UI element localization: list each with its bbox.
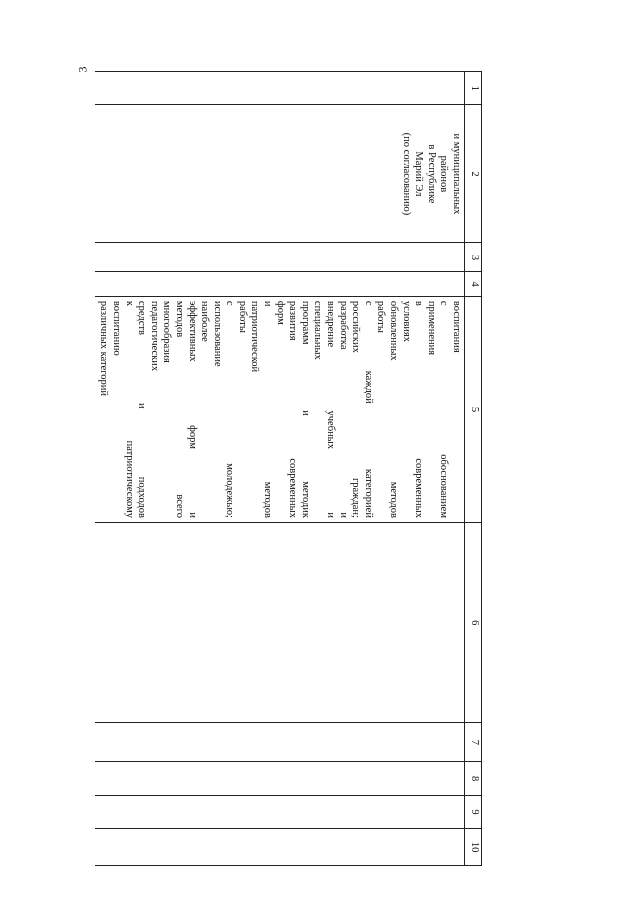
description-line: различных категорий xyxy=(98,300,110,397)
description-line: многообразия xyxy=(161,300,173,363)
description-line: эффективных форм и xyxy=(186,300,198,518)
cell-col7 xyxy=(95,723,465,762)
description-line: воспитания xyxy=(451,300,462,353)
cell-col3 xyxy=(95,243,465,272)
description-line: к патриотическому xyxy=(123,300,135,518)
header-cell-7: 7 xyxy=(465,723,482,762)
cell-col1 xyxy=(95,72,465,105)
description-line: с молодежью; xyxy=(224,300,236,518)
description-line: воспитанию xyxy=(110,300,122,356)
description-line: специальных xyxy=(312,300,324,360)
header-cell-1: 1 xyxy=(465,72,482,105)
header-cell-9: 9 xyxy=(465,795,482,828)
description-line: применения xyxy=(425,300,437,356)
description-line: в современных xyxy=(413,300,425,518)
cell-col9 xyxy=(95,795,465,828)
description-line: использование xyxy=(211,300,223,367)
description-line: работы xyxy=(375,300,387,333)
description-line: с обоснованием xyxy=(438,300,450,518)
header-cell-5: 5 xyxy=(465,296,482,522)
cell-executor: и муниципальных районов в Республике Марий Эл (по согласованию) xyxy=(95,105,465,243)
header-cell-10: 10 xyxy=(465,829,482,866)
description-lines xyxy=(97,301,462,518)
description-line: внедрение учебных и xyxy=(325,300,337,518)
description-line: обновленных методов xyxy=(388,300,400,518)
description-line: педагогических xyxy=(148,300,160,372)
header-cell-4: 4 xyxy=(465,272,482,296)
description-line: с каждой категорией xyxy=(362,300,374,518)
header-cell-3: 3 xyxy=(465,243,482,272)
cell-col8 xyxy=(95,762,465,795)
description-line: программ и методик xyxy=(299,300,311,518)
description-line: форм xyxy=(274,300,286,325)
header-cell-8: 8 xyxy=(465,762,482,795)
description-line: работы xyxy=(236,300,248,333)
description-line: наиболее xyxy=(199,300,211,342)
plan-table xyxy=(95,71,482,866)
description-line: патриотической xyxy=(249,300,261,373)
description-line: средств и подходов xyxy=(136,300,148,518)
table-row xyxy=(95,72,465,866)
header-cell-2: 2 xyxy=(465,105,482,243)
page-number: 3 xyxy=(75,66,90,73)
description-line: и методов xyxy=(262,300,274,518)
table-container xyxy=(98,71,482,866)
description-line: условиях xyxy=(400,300,412,342)
cell-col6 xyxy=(95,522,465,722)
description-line: методов всего xyxy=(173,300,185,518)
description-line: российских граждан; xyxy=(350,300,362,518)
description-line: развития современных xyxy=(287,300,299,518)
description-line: разработка и xyxy=(337,300,349,518)
cell-col4 xyxy=(95,272,465,296)
cell-description xyxy=(95,296,465,522)
header-row xyxy=(465,72,482,866)
cell-col10 xyxy=(95,829,465,866)
header-cell-6: 6 xyxy=(465,522,482,722)
